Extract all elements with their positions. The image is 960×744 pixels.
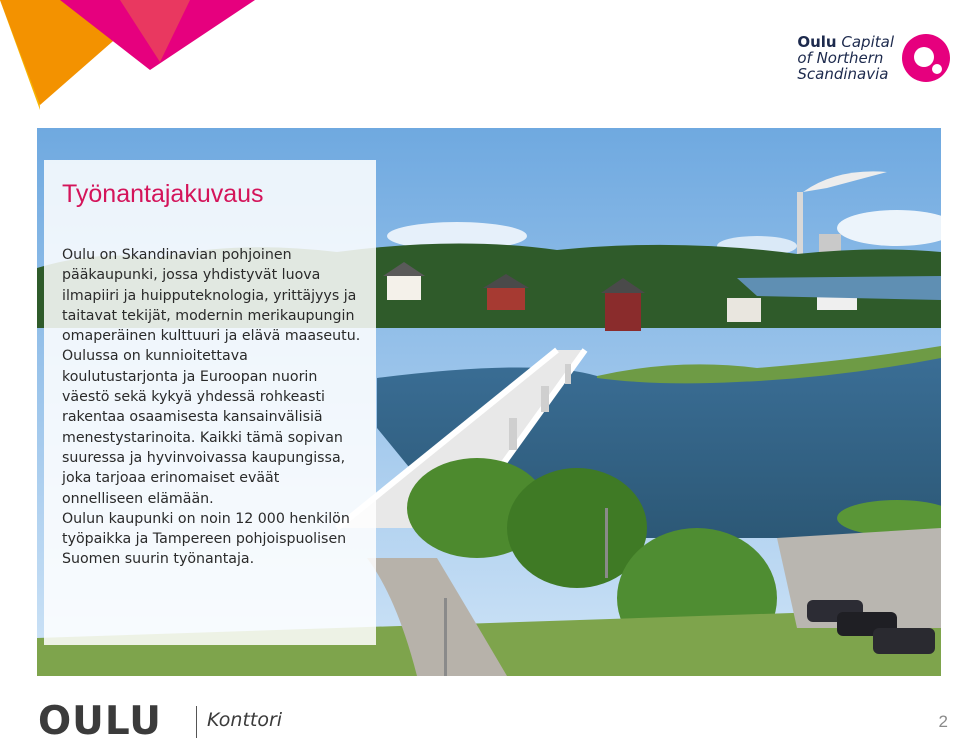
brand-line2: of Northern [797,49,884,67]
employer-description-panel [44,160,376,645]
paragraph-intro: Oulu on Skandinavian pohjoinen pääkaupunki, jossa yhdistyvät luova ilmapiiri ja huipputeknologia, yrittäjyys ja taitavat tekijät, modernin merikaupungin omaperäinen kulttuuri ja elävä maaseutu. [62,247,361,345]
brand-logo-block [797,32,952,84]
brand-line1: Capital [836,33,894,51]
panel-title: Työnantajakuvaus [62,180,264,208]
brand-name: Oulu [797,33,837,51]
paragraph-employer: Oulun kaupunki on noin 12 000 henkilön työpaikka ja Tampereen pohjoispuolisen Suomen suurin työnantaja. [62,510,350,568]
brand-line3: Scandinavia [797,65,889,83]
page-number: 2 [938,712,948,731]
corner-decoration-icon [0,0,260,110]
oulu-o-logo-icon [900,32,952,84]
footer-department-label: Konttori [207,709,283,731]
brand-tagline [797,34,894,82]
footer-divider [196,706,197,738]
oulu-wordmark: OULU [38,699,162,744]
paragraph-education: Oulussa on kunnioitettava koulutustarjonta ja Euroopan nuorin väestö sekä kykyä yhdessä rohkeasti rakentaa osaamisesta kansainvälisiä menestystarinoita. Kaikki tämä sopivan suuressa ja hyvinvoivassa kaupungissa, joka tarjoaa erinomaiset eväät onnelliseen elämään. [62,348,346,507]
